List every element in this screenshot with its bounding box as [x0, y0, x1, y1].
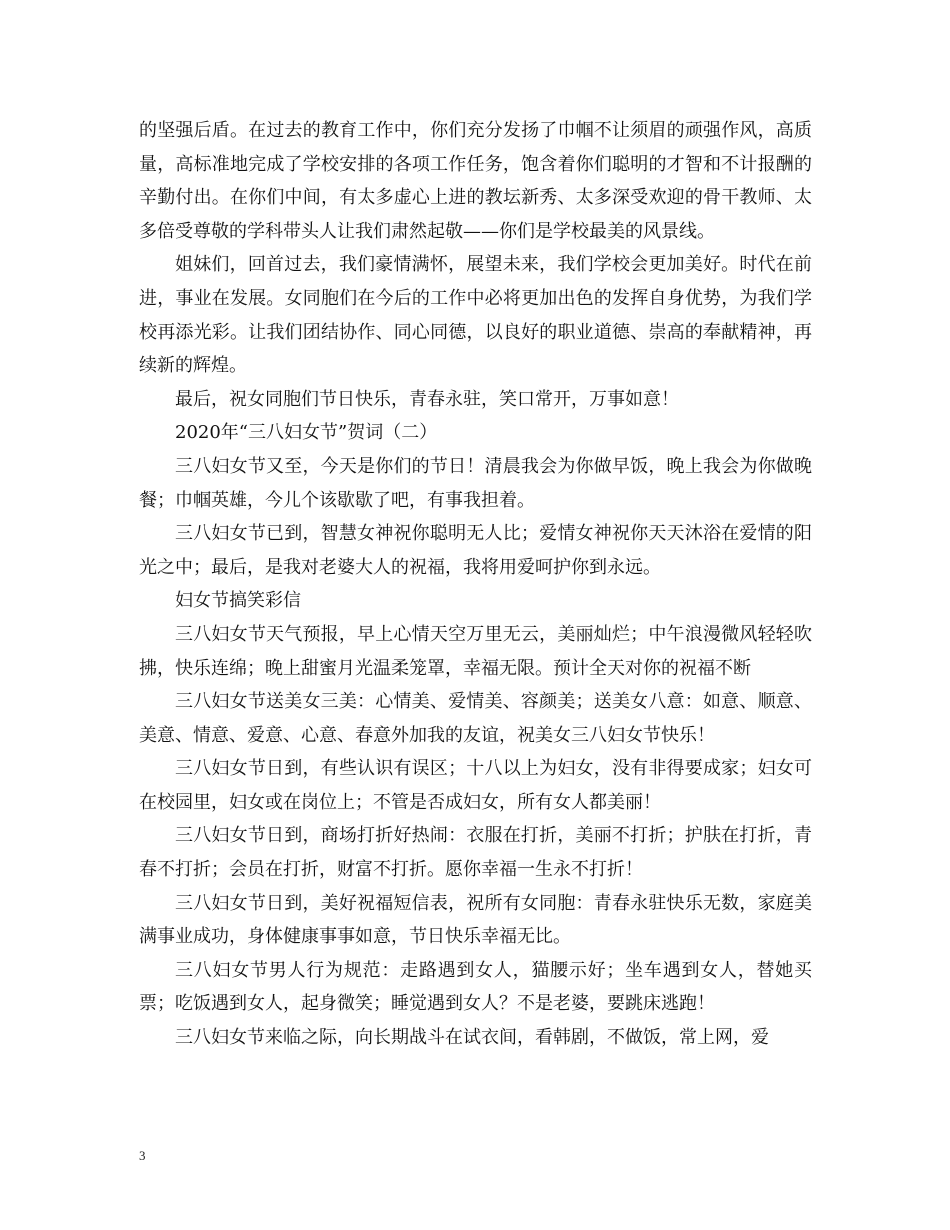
subsection-heading: 妇女节搞笑彩信 [175, 590, 301, 612]
paragraph-2: 姐妹们，回首过去，我们豪情满怀，展望未来，我们学校会更加美好。时代在前进，事业在发展。女同胞们在今后的工作中必将更加出色的发挥自身优势，为我们学校再添光彩。让我们团结协作、同心同德，以良好的职业道德、崇高的奉献精神，再续新的辉煌。 [139, 254, 812, 377]
paragraph-1: 的坚强后盾。在过去的教育工作中，你们充分发扬了巾帼不让须眉的顽强作风，高质量，高标准地完成了学校安排的各项工作任务，饱含着你们聪明的才智和不计报酬的辛勤付出。在你们中间，有太多虚心上进的教坛新秀、太多深受欢迎的骨干教师、太多倍受尊敬的学科带头人让我们肃然起敬——你们是学校最美的风景线。 [139, 120, 812, 242]
paragraph-3: 最后，祝女同胞们节日快乐，青春永驻，笑口常开，万事如意！ [175, 388, 679, 410]
paragraph-5: 三八妇女节又至，今天是你们的节日！清晨我会为你做早饭，晚上我会为你做晚餐；巾帼英雄，今儿个该歇歇了吧，有事我担着。 [139, 455, 812, 511]
document-body [139, 114, 812, 1055]
paragraph-6: 三八妇女节已到，智慧女神祝你聪明无人比；爱情女神祝你天天沐浴在爱情的阳光之中；最后，是我对老婆大人的祝福，我将用爱呵护你到永远。 [139, 523, 812, 578]
page-number: 3 [139, 1148, 146, 1163]
paragraph-10: 三八妇女节日到，有些认识有误区；十八以上为妇女，没有非得要成家；妇女可在校园里，妇女或在岗位上；不管是否成妇女，所有女人都美丽！ [139, 758, 812, 813]
paragraph-13: 三八妇女节男人行为规范：走路遇到女人，猫腰示好；坐车遇到女人，替她买票；吃饭遇到女人，起身微笑；睡觉遇到女人？不是老婆，要跳床逃跑！ [139, 959, 812, 1015]
paragraph-12: 三八妇女节日到，美好祝福短信表，祝所有女同胞：青春永驻快乐无数，家庭美满事业成功，身体健康事事如意，节日快乐幸福无比。 [139, 892, 812, 948]
paragraph-14: 三八妇女节来临之际，向长期战斗在试衣间，看韩剧，不做饭，常上网，爱 [175, 1027, 769, 1049]
section-heading: 2020年“三八妇女节”贺词（二） [175, 422, 438, 444]
paragraph-11: 三八妇女节日到，商场打折好热闹：衣服在打折，美丽不打折；护肤在打折，青春不打折；会员在打折，财富不打折。愿你幸福一生永不打折！ [139, 825, 812, 881]
paragraph-8: 三八妇女节天气预报，早上心情天空万里无云，美丽灿烂；中午浪漫微风轻轻吹拂，快乐连绵；晚上甜蜜月光温柔笼罩，幸福无限。预计全天对你的祝福不断 [139, 623, 812, 679]
paragraph-9: 三八妇女节送美女三美：心情美、爱情美、容颜美；送美女八意：如意、顺意、美意、情意、爱意、心意、春意外加我的友谊，祝美女三八妇女节快乐！ [139, 691, 812, 746]
